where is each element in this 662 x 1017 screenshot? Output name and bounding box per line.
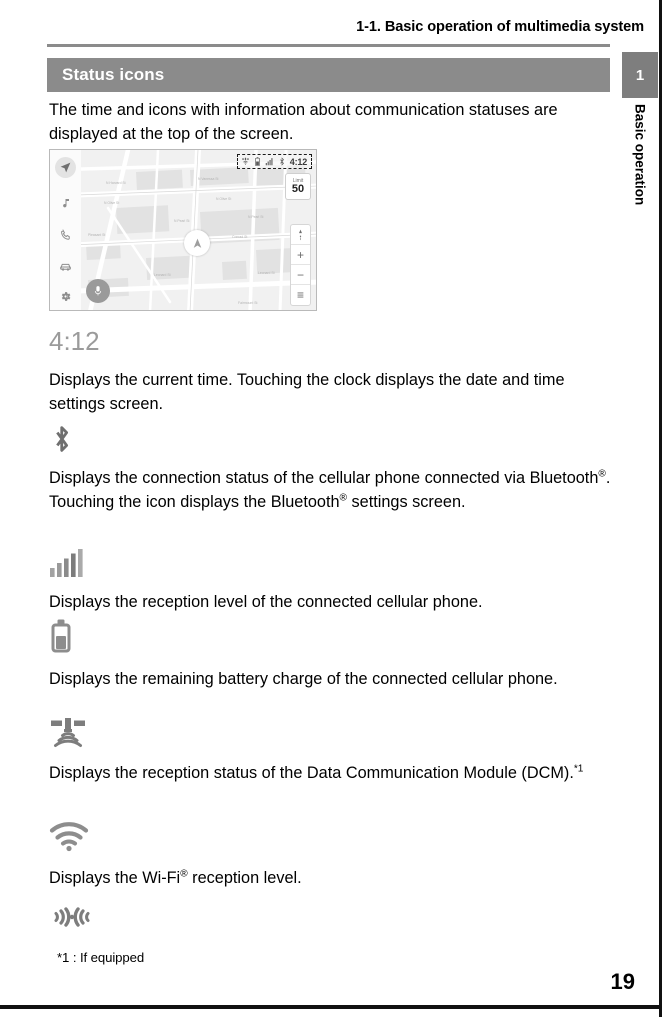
navigation-icon[interactable] [55, 157, 76, 178]
battery-icon [255, 157, 260, 166]
status-bar-clock[interactable]: 4:12 [289, 156, 307, 167]
compass-north-icon[interactable] [291, 225, 310, 245]
page-number: 19 [610, 969, 635, 994]
voice-command-button[interactable] [86, 279, 110, 303]
entry-clock-description: Displays the current time. Touching the clock displays the date and time settings screen. [49, 371, 565, 413]
svg-text:Conrad St: Conrad St [232, 235, 248, 239]
entry-wifi-description: Displays the Wi-Fi® reception level. [49, 868, 302, 887]
speed-limit-badge [285, 173, 311, 200]
entry-hotspot-icon [49, 900, 95, 934]
bluetooth-icon [279, 157, 285, 166]
map-menu-button[interactable]: ≡ [296, 288, 304, 302]
speed-limit-value: 50 [291, 183, 305, 195]
entry-wifi-icon [49, 822, 89, 852]
svg-text:Fairmount St: Fairmount St [238, 301, 258, 305]
svg-text:N Olive St: N Olive St [216, 197, 232, 201]
entry-battery-description: Displays the remaining battery charge of the connected cellular phone. [49, 670, 558, 688]
section-intro: The time and icons with information about communication statuses are displayed at the top of the screen. [49, 101, 558, 143]
bluetooth-icon [49, 423, 75, 455]
entry-bluetooth-description: Displays the connection status of the cellular phone connected via Bluetooth®. Touching the icon displays the Bluetooth® settings screen. [49, 468, 611, 511]
entry-signal-description: Displays the reception level of the connected cellular phone. [49, 593, 483, 611]
entry-clock-icon: 4:12 [49, 326, 100, 356]
footer-rule [0, 1005, 659, 1009]
entry-signal-icon [49, 548, 87, 578]
entry-battery-icon [49, 618, 73, 654]
vehicle-position-marker [184, 230, 210, 256]
svg-text:Leonard St: Leonard St [258, 271, 275, 275]
dcm-satellite-icon [49, 717, 87, 751]
speed-limit-label: Limit [292, 178, 304, 184]
map-canvas [50, 150, 316, 310]
signal-bars-icon [49, 548, 87, 578]
signal-bars-icon [265, 157, 274, 166]
chapter-tab-label [622, 104, 658, 274]
chapter-tab-label-text: Basic operation [632, 104, 648, 206]
map-control-stack [290, 224, 311, 306]
wifi-icon [49, 822, 89, 852]
microphone-icon [93, 285, 103, 297]
svg-text:N Pearl St: N Pearl St [174, 219, 190, 223]
entry-bluetooth-icon [49, 423, 75, 455]
dcm-icon [241, 157, 250, 166]
svg-text:N Pearl St: N Pearl St [248, 215, 264, 219]
screen-status-bar [237, 154, 312, 169]
svg-text:Leonard St: Leonard St [154, 273, 171, 277]
battery-icon [49, 618, 73, 654]
music-note-icon[interactable] [55, 192, 76, 213]
map-left-rail [50, 150, 81, 310]
car-icon[interactable] [55, 256, 76, 277]
svg-text:N Vanessa St: N Vanessa St [198, 177, 219, 181]
vehicle-arrow-icon [191, 237, 204, 250]
entry-dcm-icon [49, 717, 87, 751]
zoom-out-button[interactable]: − [291, 265, 310, 285]
multimedia-screen-figure [49, 149, 317, 311]
zoom-in-button[interactable]: + [291, 245, 310, 265]
header-rule [47, 44, 610, 47]
gear-icon[interactable] [55, 286, 76, 307]
footnote: *1 : If equipped [57, 950, 145, 965]
hotspot-tethering-icon [49, 900, 95, 934]
svg-text:N Harvard St: N Harvard St [106, 181, 126, 185]
section-title: Status icons [62, 65, 165, 84]
section-heading-bar [47, 58, 610, 92]
running-header: 1-1. Basic operation of multimedia system [356, 19, 644, 35]
phone-icon[interactable] [55, 224, 76, 245]
svg-text:Pleasant St: Pleasant St [88, 233, 106, 237]
chapter-tab-number: 1 [622, 52, 658, 98]
svg-text:N Olive St: N Olive St [104, 201, 120, 205]
entry-dcm-description: Displays the reception status of the Data Communication Module (DCM).$^{*1}$ [49, 763, 584, 782]
